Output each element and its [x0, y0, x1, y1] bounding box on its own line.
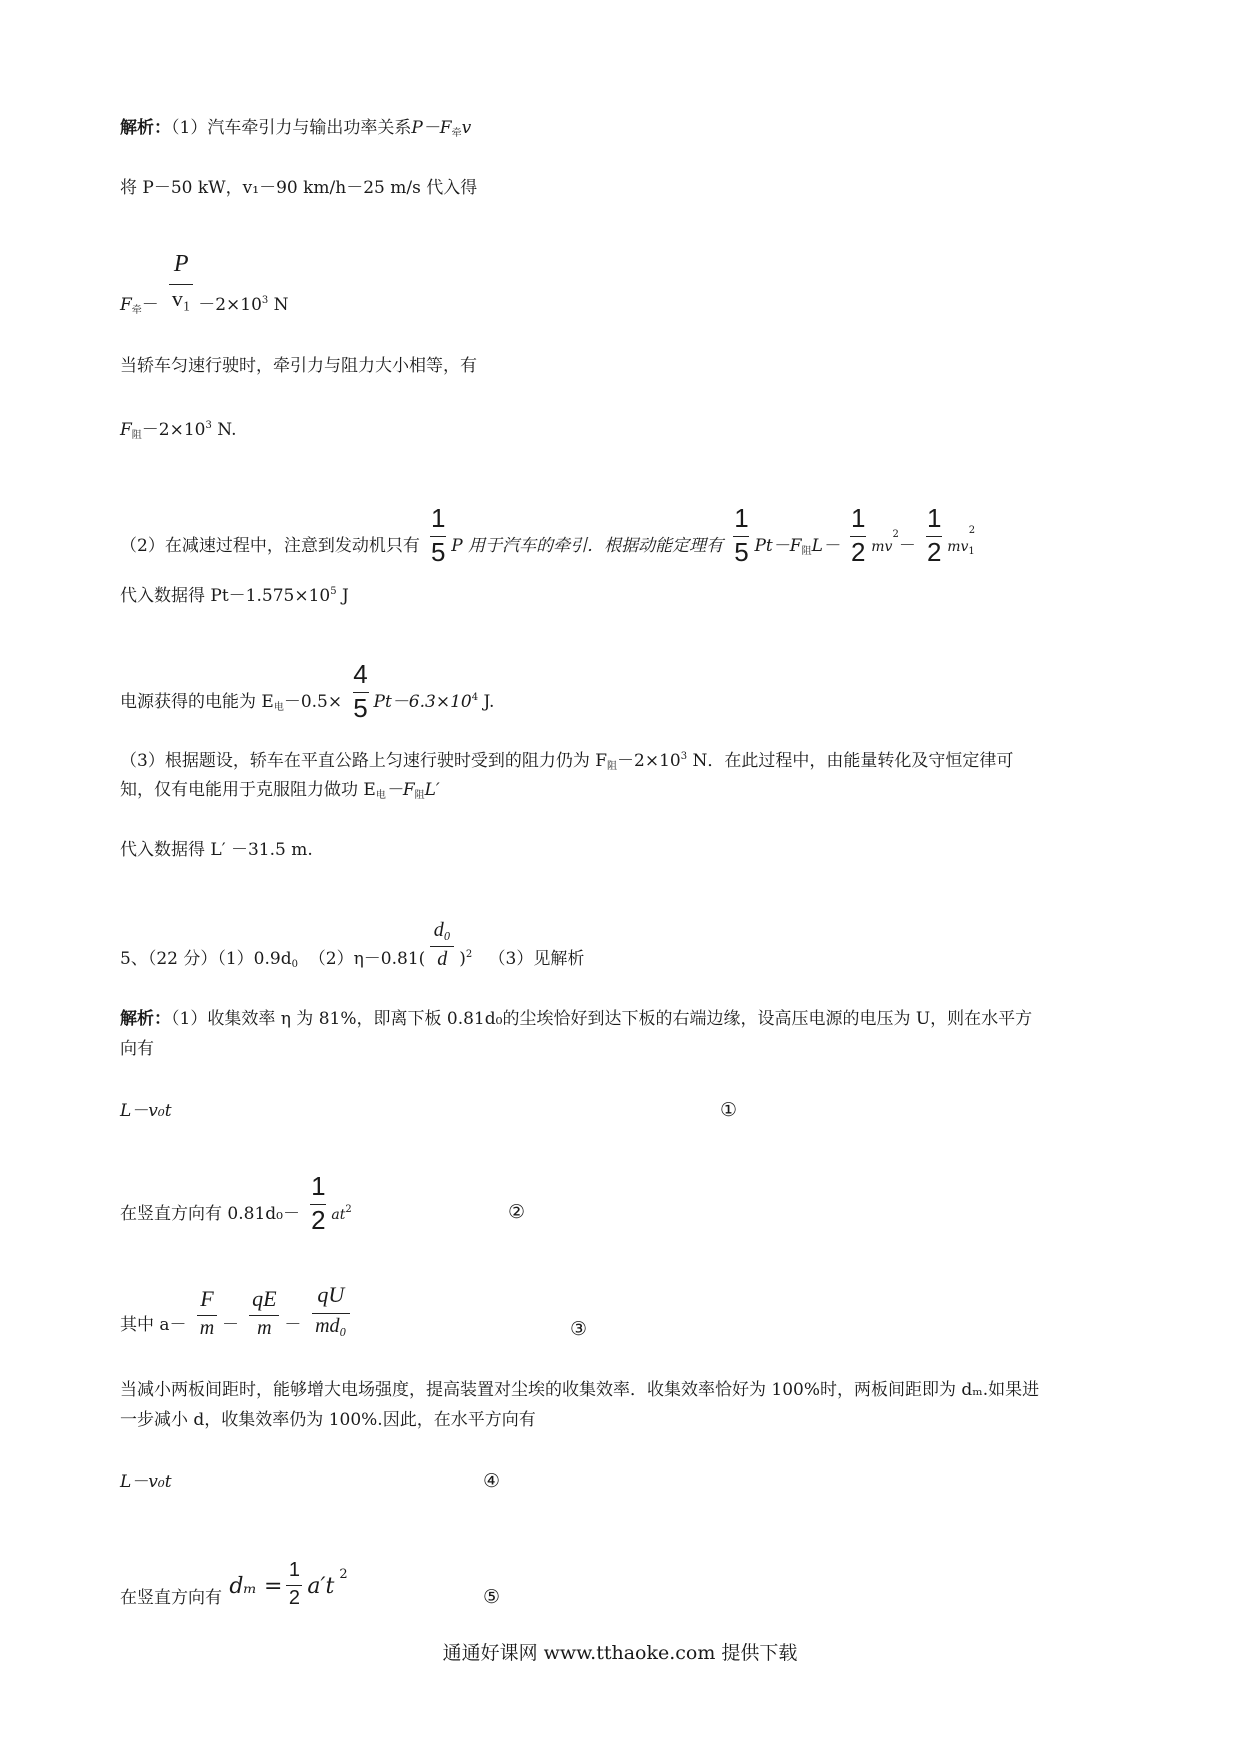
line-2: 将 P－50 kW，v₁－90 km/h－25 m/s 代入得 [120, 178, 478, 198]
equation-marker-3: ③ [570, 1318, 588, 1340]
line-4: 当轿车匀速行驶时，牵引力与阻力大小相等，有 [120, 356, 477, 376]
equation-marker-2: ② [508, 1201, 526, 1223]
line-10: 知，仅有电能用于克服阻力做功 $E_电-F_阻L'$ [120, 780, 440, 801]
line-6: （2）在减速过程中，注意到发动机只有 $\frac{1}{5}$ P 用于汽车的牵引．根据动能定理有 $\frac{1}{5}$ $Pt-F_阻L-$ $\frac{1}{2}$ $mv^2-$ $\frac{1}{2}$ $mv_1^2$ [120, 503, 976, 567]
solution-label: 解析： [120, 118, 171, 138]
line-19: 一步减小 d，收集效率仍为 100%.因此，在水平方向有 [120, 1410, 536, 1430]
line-12: 5、（22 分）$(1)0.9d_0$ （2）η－0.81( $\frac{\text{d₀}}{d}$ )$^2$ （3）见解析 [120, 919, 585, 970]
line-18: 当减小两板间距时，能够增大电场强度，提高装置对尘埃的收集效率．收集效率恰好为 100%时，两板间距即为 dₘ.如果进 [120, 1380, 1040, 1400]
equation-marker-1: ① [720, 1099, 738, 1121]
line-13: 解析：（1）收集效率 η 为 81%，即离下板 0.81d₀的尘埃恰好到达下板的右端边缘，设高压电源的电压为 U，则在水平方 [120, 1009, 1033, 1029]
line-5: $F_阻-2\times 10^3$ N. [120, 420, 237, 441]
line-21: 在竖直方向有 dₘ = 1 2 a′t 2 [120, 1559, 348, 1609]
line-17: 其中 a－ $\frac{F}{m}$ － $\frac{qE}{m}$ － $\frac{qU}{\text{md₀}}$ [120, 1317, 355, 1334]
solution-label: 解析： [120, 1009, 171, 1029]
equation-marker-4: ④ [483, 1470, 501, 1492]
line-15: L－v₀t [120, 1101, 172, 1121]
formula-dm: dₘ = 1 2 a′t 2 [229, 1559, 348, 1609]
line-16: 在竖直方向有 0.81d₀－ $\frac{1}{2}$ $at^2$ [120, 1171, 352, 1235]
line-9: （3）根据题设，轿车在平直公路上匀速行驶时受到的阻力仍为 $F_阻-2\times 10^3$ N．在此过程中，由能量转化及守恒定律可 [120, 751, 1014, 772]
line-14: 向有 [120, 1039, 154, 1059]
equation-marker-5: ⑤ [483, 1586, 501, 1608]
line-11: 代入数据得 L′ －31.5 m. [120, 840, 313, 860]
line-1: 解析：（1）汽车牵引力与输出功率关系$P-F_牵v$ [120, 118, 472, 139]
line-8: 电源获得的电能为 $E_电-0.5\times$ $\frac{4}{5}$ $Pt-6.3\times 10^4$ J. [120, 659, 495, 723]
line-20: L－v₀t [120, 1472, 172, 1492]
line-3: $F_牵-$ $\frac{P}{\text{v₁}}$ $-2\times 10^3$ N [120, 251, 289, 316]
line-7: 代入数据得 $Pt-1.575\times 10^5$ J [120, 586, 349, 606]
page-footer: 通通好课网 www.tthaoke.com 提供下载 [442, 1642, 798, 1664]
